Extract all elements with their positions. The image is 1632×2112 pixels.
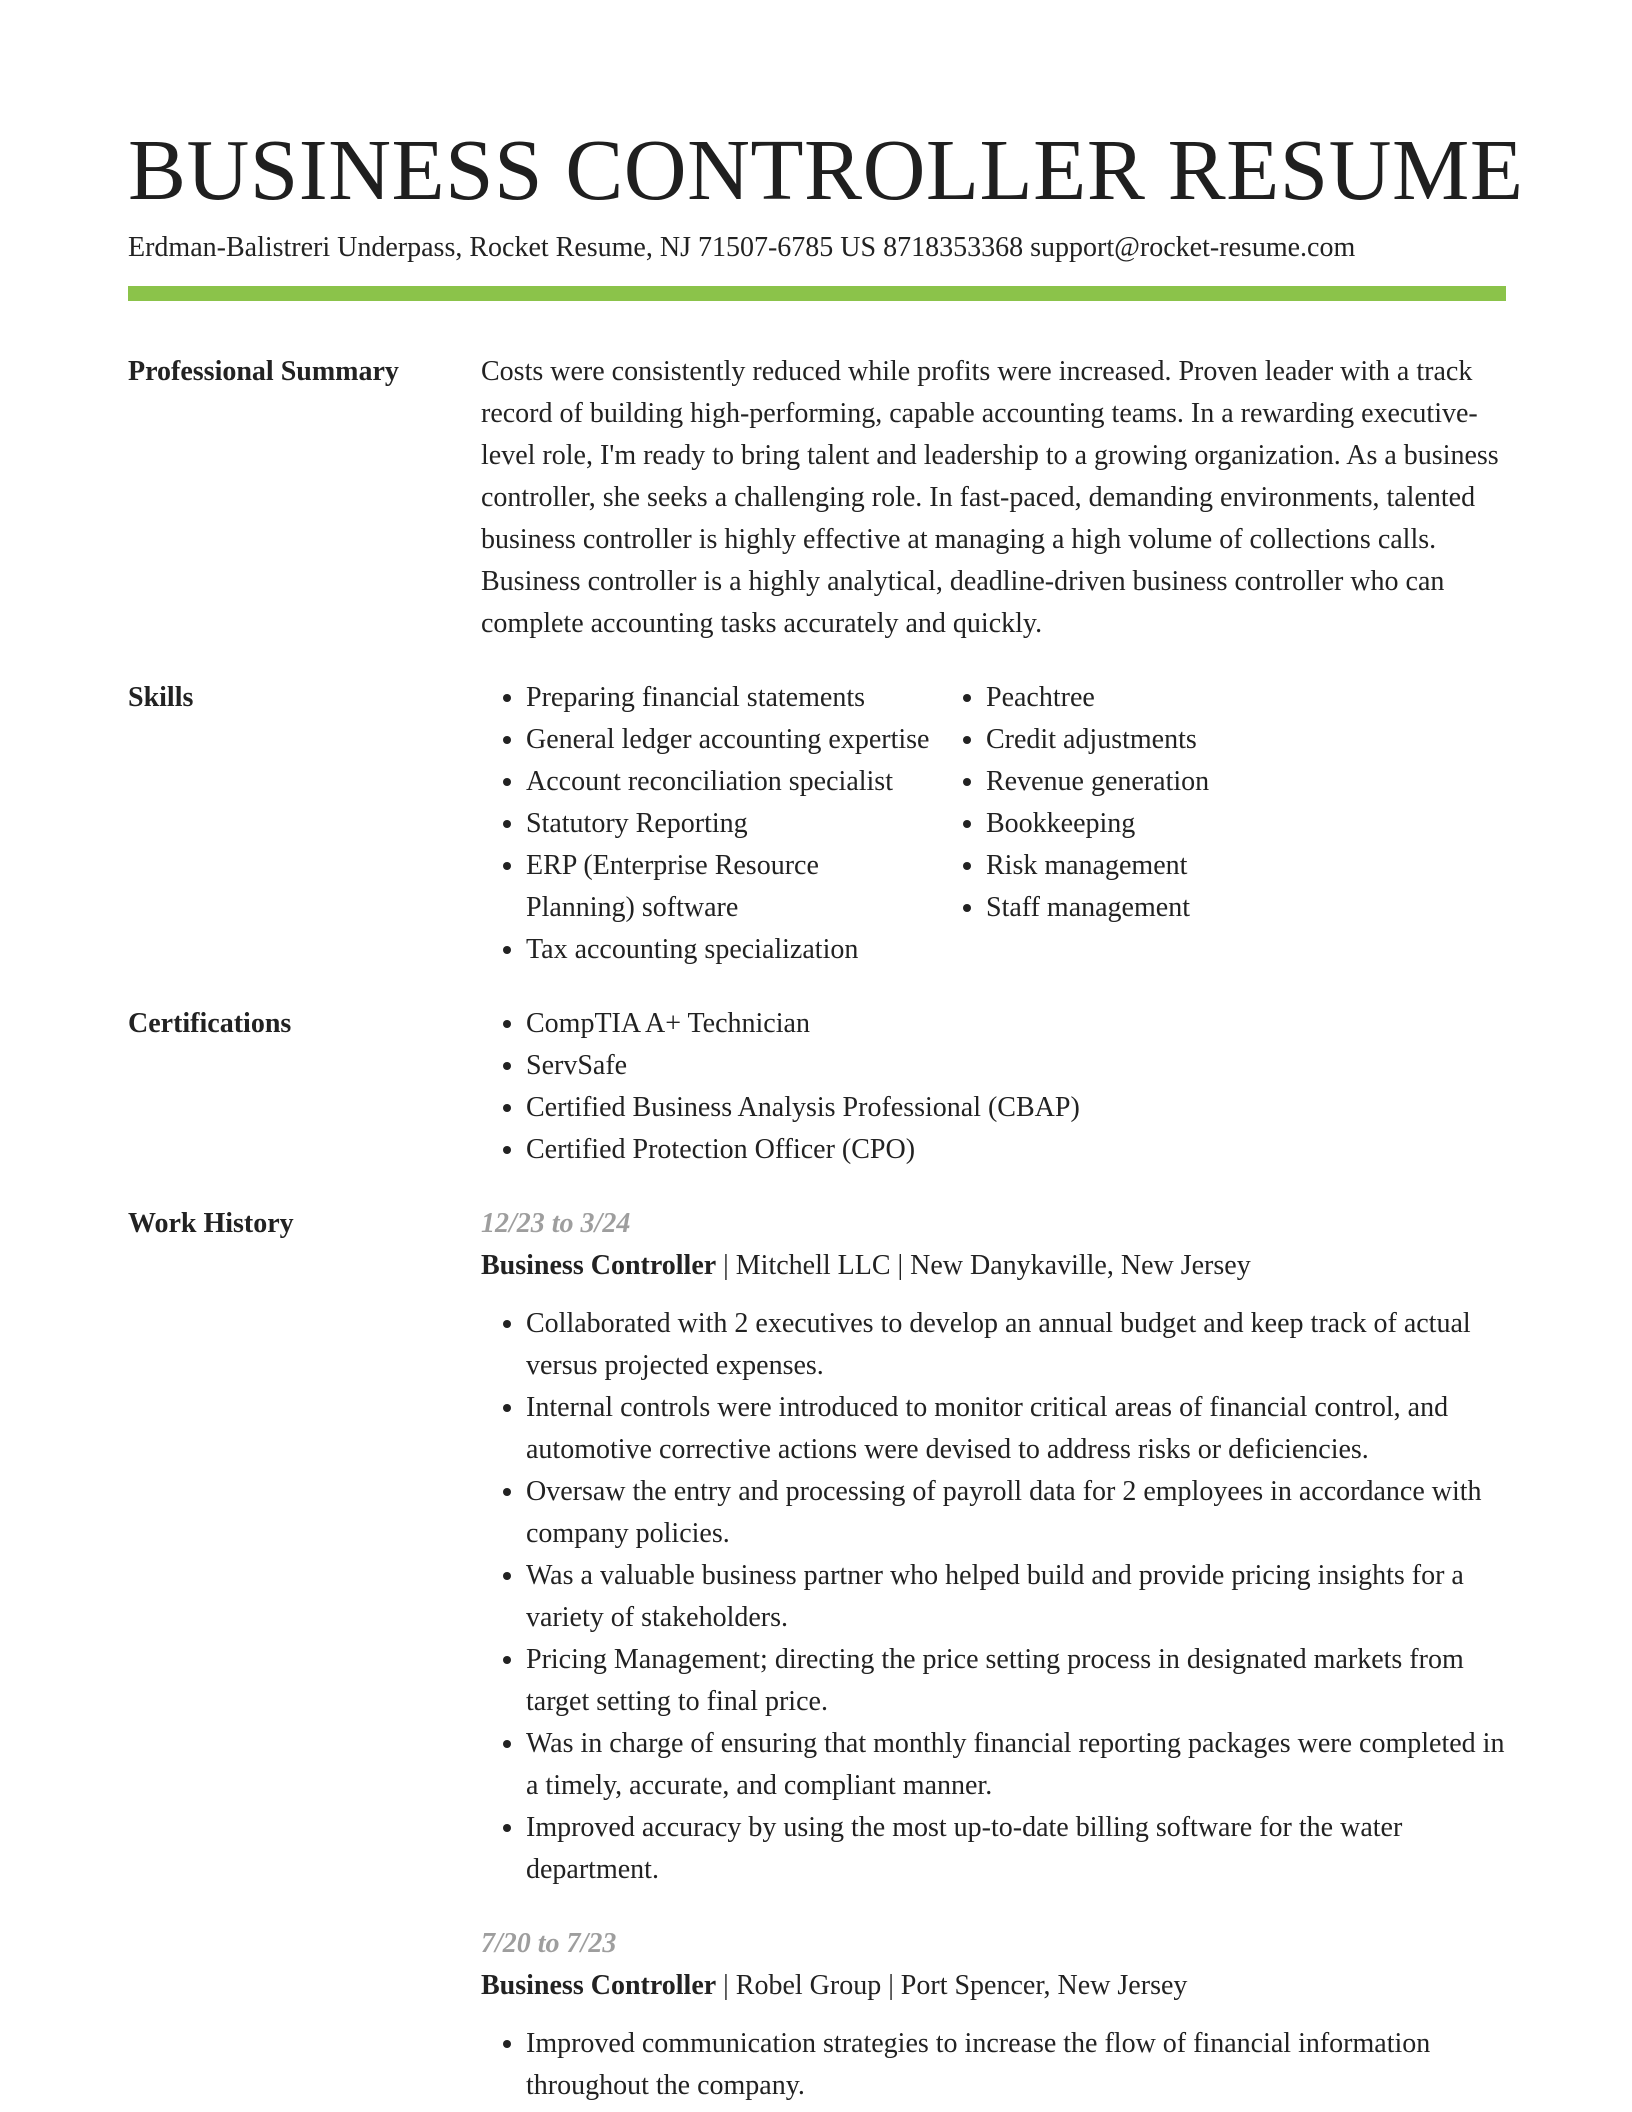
certifications-body [481, 1003, 1506, 1171]
list-item: • Internal controls were introduced to monitor critical areas of financial control, and automotive corrective actions were devised to address risks or deficiencies. [526, 1387, 1506, 1471]
skills-section [128, 677, 1506, 971]
list-item: • Collaborated with 2 executives to develop an annual budget and keep track of actual versus projected expenses. [526, 1303, 1506, 1387]
job-heading [481, 1965, 1506, 2007]
certifications-list [481, 1003, 1506, 1171]
accent-divider [128, 286, 1506, 301]
skills-columns [481, 677, 1506, 971]
resume-title: BUSINESS CONTROLLER RESUME [128, 121, 1524, 218]
list-item: • Risk management [986, 845, 1209, 887]
work-history-body [481, 1203, 1506, 2107]
contact-line: Erdman-Balistreri Underpass, Rocket Resume, NJ 71507-6785 US 8718353368 support@rocket-resume.com [128, 232, 1356, 263]
list-item: • Credit adjustments [986, 719, 1209, 761]
list-item: • Pricing Management; directing the price setting process in designated markets from target setting to final price. [526, 1639, 1506, 1723]
list-item: • Revenue generation [986, 761, 1209, 803]
section-label-work-history: Work History [128, 1208, 294, 1239]
work-history-section [128, 1203, 1506, 2107]
list-item: • Tax accounting specialization [526, 929, 931, 971]
list-item: • Was a valuable business partner who helped build and provide pricing insights for a variety of stakeholders. [526, 1555, 1506, 1639]
job-title: Business Controller [481, 1250, 717, 1281]
job-dates: 12/23 to 3/24 [481, 1208, 631, 1239]
job-bullets [481, 1303, 1506, 1891]
list-item: • CompTIA A+ Technician [526, 1003, 1506, 1045]
list-item: • Account reconciliation specialist [526, 761, 931, 803]
list-item: • General ledger accounting expertise [526, 719, 931, 761]
job-dates: 7/20 to 7/23 [481, 1928, 617, 1959]
list-item: • Was in charge of ensuring that monthly financial reporting packages were completed in a timely, accurate, and compliant manner. [526, 1723, 1506, 1807]
list-item: • Bookkeeping [986, 803, 1209, 845]
professional-summary-section [128, 351, 1506, 645]
resume-page [128, 118, 1524, 2107]
list-item: • Peachtree [986, 677, 1209, 719]
section-label-certifications: Certifications [128, 1008, 292, 1039]
list-item: • Certified Protection Officer (CPO) [526, 1129, 1506, 1171]
job-bullets [481, 2023, 1506, 2107]
list-item: • Staff management [986, 887, 1209, 929]
job-entry [481, 1203, 1506, 1891]
list-item: • Certified Business Analysis Professional (CBAP) [526, 1087, 1506, 1129]
summary-text: Costs were consistently reduced while profits were increased. Proven leader with a track record of building high-performing, capable accounting teams. In a rewarding executive-level role, I'm ready to bring talent and leadership to a growing organization. As a business controller, she seeks a challenging role. In fast-paced, demanding environments, talented business controller is highly effective at managing a high volume of collections calls. Business controller is a highly analytical, deadline-driven business controller who can complete accounting tasks accurately and quickly. [481, 356, 1499, 639]
list-item: • Preparing financial statements [526, 677, 931, 719]
section-label-summary: Professional Summary [128, 356, 399, 387]
list-item: • ServSafe [526, 1045, 1506, 1087]
job-entry [481, 1923, 1506, 2107]
job-details: | Mitchell LLC | New Danykaville, New Jersey [716, 1250, 1251, 1281]
list-item: • Improved communication strategies to increase the flow of financial information throughout the company. [526, 2023, 1506, 2107]
list-item: • Statutory Reporting [526, 803, 931, 845]
list-item: • Oversaw the entry and processing of payroll data for 2 employees in accordance with company policies. [526, 1471, 1506, 1555]
skills-list-left [481, 677, 941, 971]
list-item: • ERP (Enterprise Resource Planning) software [526, 845, 931, 929]
job-title: Business Controller [481, 1970, 717, 2001]
list-item: • Improved accuracy by using the most up-to-date billing software for the water department. [526, 1807, 1506, 1891]
job-heading [481, 1245, 1506, 1287]
job-details: | Robel Group | Port Spencer, New Jersey [716, 1970, 1188, 2001]
certifications-section [128, 1003, 1506, 1171]
skills-list-right [941, 677, 1219, 971]
section-label-skills: Skills [128, 682, 194, 713]
